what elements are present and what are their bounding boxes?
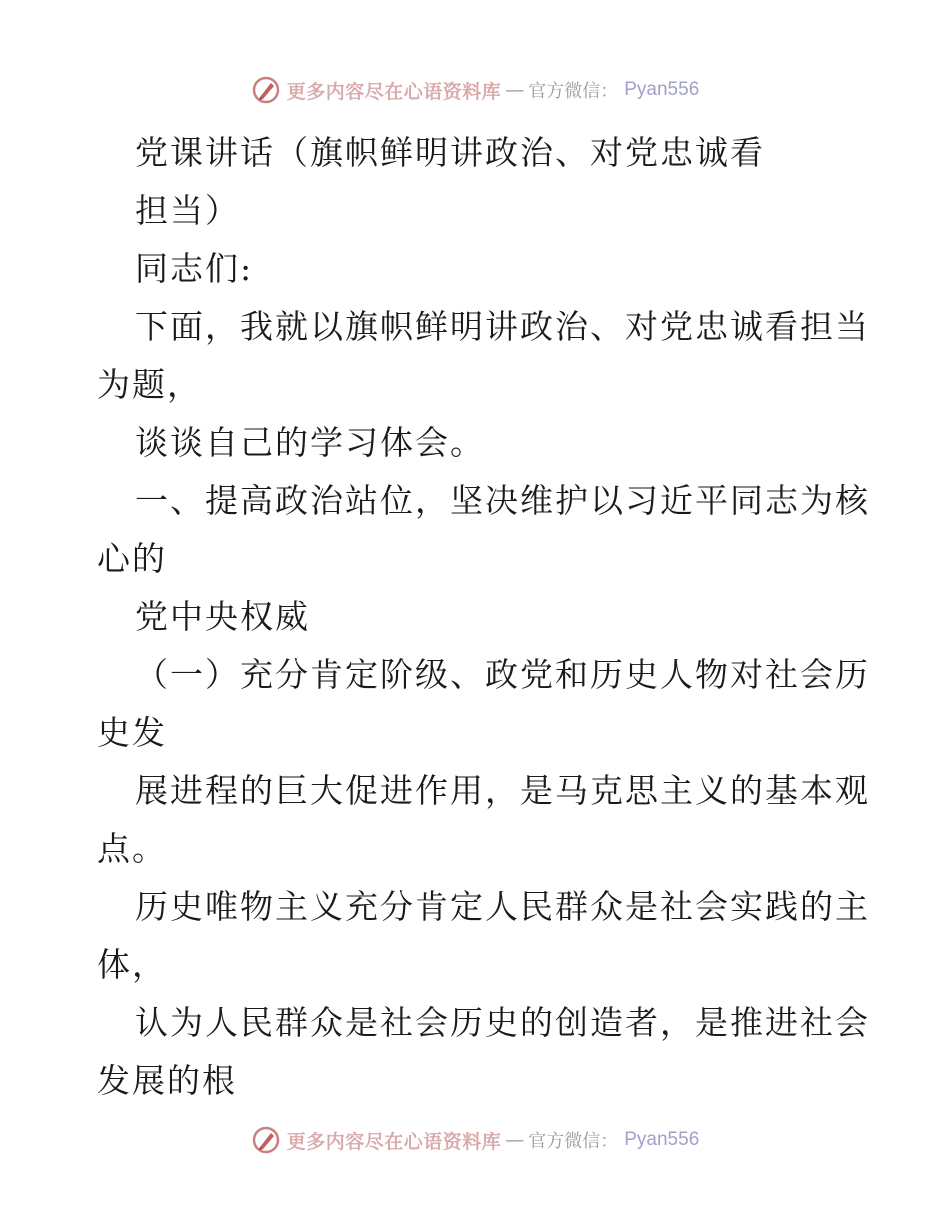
text-line: （一）充分肯定阶级、政党和历史人物对社会历 <box>135 655 870 694</box>
text-line: 一、提高政治站位，坚决维护以习近平同志为核 <box>135 481 870 520</box>
document-body <box>97 124 870 1110</box>
watermark-dash: — <box>505 1129 525 1151</box>
text-line: 党课讲话（旗帜鲜明讲政治、对党忠诚看 <box>135 133 765 172</box>
text-line: 史发 <box>97 713 167 752</box>
text-line: 点。 <box>97 829 167 868</box>
text-line: 党中央权威 <box>135 597 310 636</box>
text-line: 发展的根 <box>97 1061 237 1100</box>
header-watermark <box>0 70 950 110</box>
watermark-contact-label: 官方微信： <box>528 1131 619 1152</box>
watermark-wechat-id: Pyan556 <box>624 1129 700 1150</box>
text-line: 谈谈自己的学习体会。 <box>135 423 485 462</box>
text-line: 展进程的巨大促进作用，是马克思主义的基本观 <box>135 771 870 810</box>
footer-watermark <box>0 1120 950 1160</box>
text-line: 为题， <box>97 365 202 404</box>
watermark-brand: 更多内容尽在心语资料库 <box>286 80 502 103</box>
text-line: 同志们: <box>135 249 254 288</box>
watermark-dash: — <box>505 79 525 101</box>
watermark-wechat-id: Pyan556 <box>624 79 700 100</box>
text-line: 认为人民群众是社会历史的创造者，是推进社会 <box>135 1003 870 1042</box>
text-line: 下面，我就以旗帜鲜明讲政治、对党忠诚看担当 <box>135 307 870 346</box>
text-line: 体， <box>97 945 167 984</box>
text-line: 心的 <box>97 539 167 578</box>
pen-logo-icon <box>251 1125 281 1155</box>
watermark-contact-label: 官方微信： <box>528 81 619 102</box>
watermark-brand: 更多内容尽在心语资料库 <box>286 1130 502 1153</box>
text-line: 历史唯物主义充分肯定人民群众是社会实践的主 <box>135 887 870 926</box>
text-line: 担当） <box>135 191 240 230</box>
pen-logo-icon <box>251 75 281 105</box>
